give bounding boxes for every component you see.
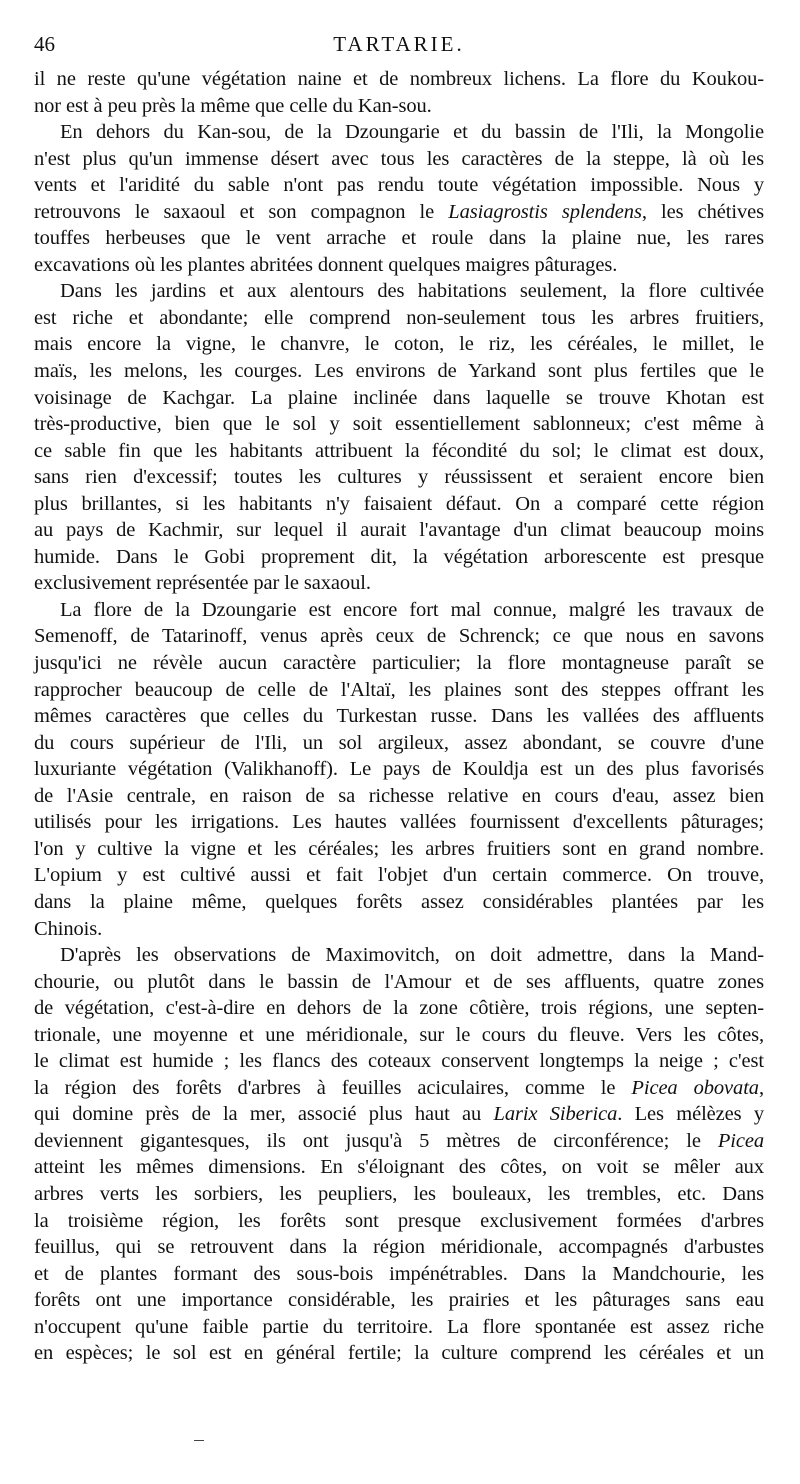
text-line: ce sable fin que les habitants attribuent la fécondité du sol; le climat est doux, [34,439,764,462]
footer-mark [194,1440,204,1441]
text-line: mêmes caractères que celles du Turkestan russe. Dans les vallées des affluents [34,705,764,728]
text-line: voisinage de Kachgar. La plaine inclinée dans laquelle se trouve Khotan est [34,386,764,409]
text-line: n'est plus qu'un immense désert avec tous les caractères de la steppe, là où les [34,147,764,170]
text-line: exclusivement représentée par le saxaoul. [34,572,371,595]
text-line: L'opium y est cultivé aussi et fait l'objet d'un certain commerce. On trouve, [34,864,764,887]
text-line: la région des forêts d'arbres à feuilles aciculaires, comme le Picea obovata, [34,1076,764,1099]
text-line: humide. Dans le Gobi proprement dit, la végétation arborescente est presque [34,545,764,568]
text-line: retrouvons le saxaoul et son compagnon le Lasiagrostis splendens, les chétives [34,200,764,223]
running-head [34,30,764,58]
text-line: utilisés pour les irrigations. Les hautes vallées fournissent d'excellents pâturages; [34,811,764,834]
text-line: au pays de Kachmir, sur lequel il aurait l'avantage d'un climat beaucoup moins [34,519,764,542]
text-line: La flore de la Dzoungarie est encore fort mal connue, malgré les travaux de [60,598,764,621]
text-line: n'occupent qu'une faible partie du territoire. La flore spontanée est assez riche [34,1315,764,1338]
text-line: Semenoff, de Tatarinoff, venus après ceux de Schrenck; ce que nous en savons [34,625,764,648]
text-line: Dans les jardins et aux alentours des habitations seulement, la flore cultivée [60,280,764,303]
text-line: luxuriante végétation (Valikhanoff). Le pays de Kouldja est un des plus favorisés [34,758,764,781]
italic-taxon: Picea obovata [631,1076,759,1099]
text-line: il ne reste qu'une végétation naine et de nombreux lichens. La flore du Koukou- [34,68,764,90]
italic-taxon: Lasiagrostis splendens [448,200,642,223]
text-line: de végétation, c'est-à-dire en dehors de la zone côtière, trois régions, une septen- [34,997,764,1020]
text-line: feuillus, qui se retrouvent dans la région méridionale, accompagnés d'arbustes [34,1236,764,1259]
text-line: dans la plaine même, quelques forêts assez considérables plantées par les [34,890,764,913]
text-line: sans rien d'excessif; toutes les cultures y réussissent et seraient encore bien [34,466,764,489]
text-line: plus brillantes, si les habitants n'y faisaient défaut. On a comparé cette région [34,492,764,515]
text-line: forêts ont une importance considérable, les prairies et les pâturages sans eau [34,1289,764,1312]
page-number: 46 [34,32,55,56]
text-line: est riche et abondante; elle comprend non-seulement tous les arbres fruitiers, [34,306,764,329]
text-line: mais encore la vigne, le chanvre, le coton, le riz, les céréales, le millet, le [34,333,764,356]
text-line: et de plantes formant des sous-bois impénétrables. Dans la Mandchourie, les [34,1262,764,1285]
body-text [34,66,764,1367]
text-line: de l'Asie centrale, en raison de sa richesse relative en cours d'eau, assez bien [34,784,764,807]
text-line: excavations où les plantes abritées donnent quelques maigres pâturages. [34,253,618,276]
text-line: jusqu'ici ne révèle aucun caractère particulier; la flore montagneuse paraît se [34,652,764,675]
text-line: touffes herbeuses que le vent arrache et roule dans la plaine nue, les rares [34,227,764,250]
text-line: D'après les observations de Maximovitch, on doit admettre, dans la Mand- [60,944,764,967]
text-line: vents et l'aridité du sable n'ont pas rendu toute végétation impossible. Nous y [34,174,764,197]
text-line: Chinois. [34,917,103,940]
running-title: TARTARIE. [333,32,465,56]
text-line: En dehors du Kan-sou, de la Dzoungarie et du bassin de l'Ili, la Mongolie [60,121,764,144]
text-line: atteint les mêmes dimensions. En s'éloignant des côtes, on voit se mêler aux [34,1156,764,1179]
text-line: le climat est humide ; les flancs des coteaux conservent longtemps la neige ; c'est [34,1050,764,1073]
text-line: qui domine près de la mer, associé plus haut au Larix Siberica. Les mélèzes y [34,1103,765,1126]
text-line: nor est à peu près la même que celle du Kan-sou. [34,94,432,117]
text-line: chourie, ou plutôt dans le bassin de l'Amour et de ses affluents, quatre zones [34,970,764,993]
text-line: du cours supérieur de l'Ili, un sol argileux, assez abondant, se couvre d'une [34,731,764,754]
text-line: en espèces; le sol est en général fertile; la culture comprend les céréales et un [34,1342,764,1365]
text-line: deviennent gigantesques, ils ont jusqu'à 5 mètres de circonférence; le Picea [34,1129,764,1152]
text-line: la troisième région, les forêts sont presque exclusivement formées d'arbres [34,1209,764,1232]
text-line: maïs, les melons, les courges. Les environs de Yarkand sont plus fertiles que le [34,360,764,383]
text-line: trionale, une moyenne et une méridionale, sur le cours du fleuve. Vers les côtes, [34,1023,764,1046]
italic-taxon: Picea [717,1129,764,1152]
italic-taxon: Larix Siberica [493,1103,618,1126]
text-line: l'on y cultive la vigne et les céréales; les arbres fruitiers sont en grand nombre. [34,837,764,860]
text-line: très-productive, bien que le sol y soit essentiellement sablonneux; c'est même à [34,413,764,436]
text-line: arbres verts les sorbiers, les peupliers, les bouleaux, les trembles, etc. Dans [34,1182,764,1205]
text-line: rapprocher beaucoup de celle de l'Altaï, les plaines sont des steppes offrant les [34,678,764,701]
